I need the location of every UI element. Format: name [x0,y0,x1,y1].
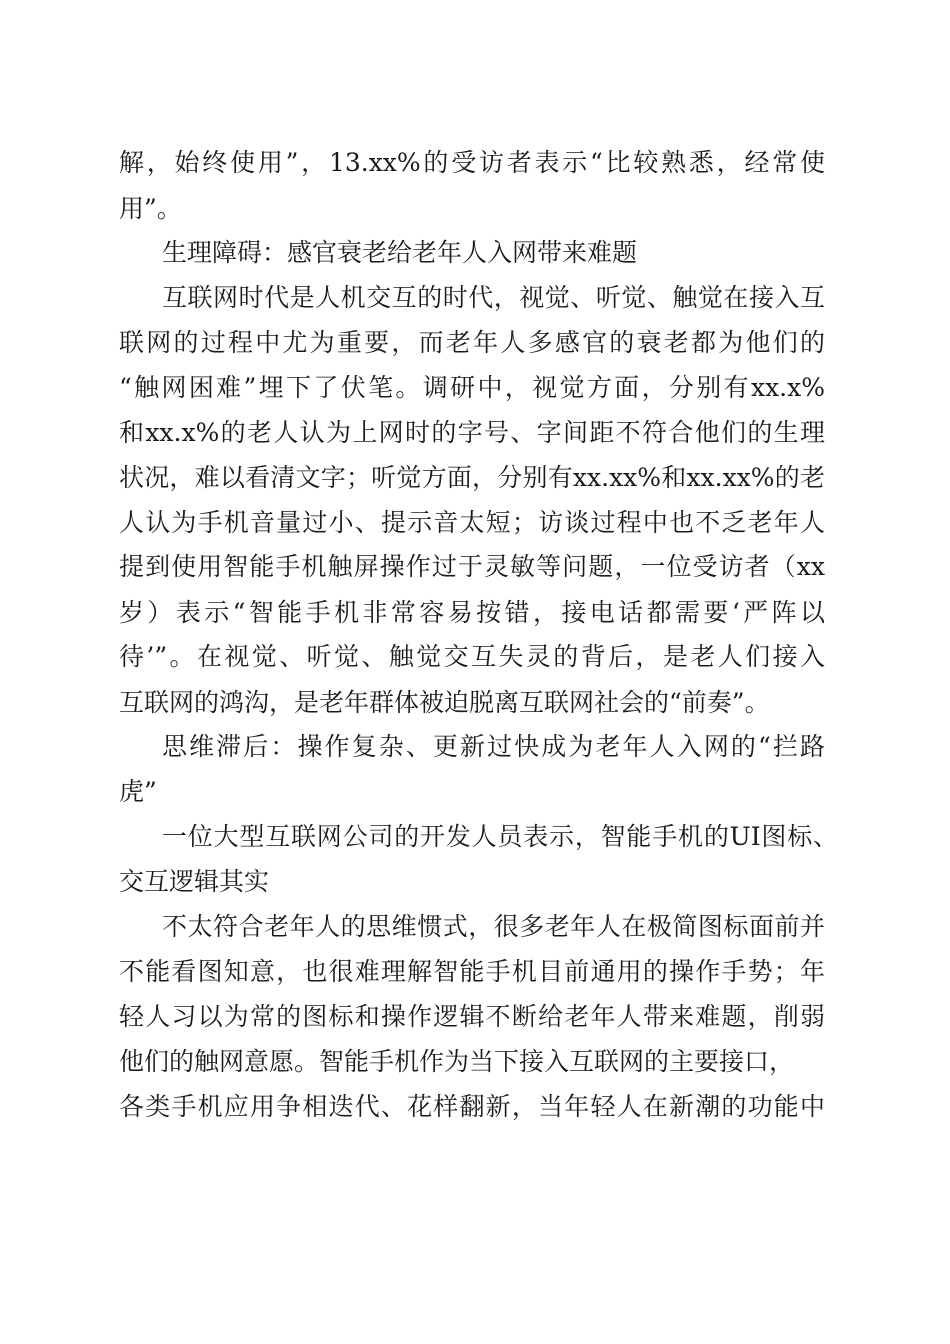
text-line: 一位大型互联网公司的开发人员表示，智能手机的UI图标、 [162,822,838,851]
text-line: 岁）表示“智能手机非常容易按错，接电话都需要‘严阵以 [119,598,825,627]
text-line: “触网困难”埋下了伏笔。调研中，视觉方面，分别有xx.x% [119,373,825,402]
text-line: 状况，难以看清文字；听觉方面，分别有xx.xx%和xx.xx%的老 [119,463,825,492]
text-line: 轻人习以为常的图标和操作逻辑不断给老年人带来难题，削弱 [119,1002,825,1031]
text-line: 互联网的鸿沟，是老年群体被迫脱离互联网社会的“前奏”。 [119,688,770,717]
text-line: 交互逻辑其实 [119,867,270,896]
section-heading: 思维滞后：操作复杂、更新过快成为老年人入网的“拦路 [162,732,825,761]
text-line: 和xx.x%的老人认为上网时的字号、字间距不符合他们的生理 [119,418,825,447]
text-line: 他们的触网意愿。智能手机作为当下接入互联网的主要接口， [119,1047,795,1076]
text-line: 待’”。在视觉、听觉、触觉交互失灵的背后，是老人们接入 [119,642,825,671]
text-line: 不太符合老年人的思维惯式，很多老年人在极简图标面前并 [162,912,825,941]
text-line: 互联网时代是人机交互的时代，视觉、听觉、触觉在接入互 [162,283,825,312]
section-heading: 生理障碍：感官衰老给老年人入网带来难题 [162,238,638,267]
text-line: 联网的过程中尤为重要，而老年人多感官的衰老都为他们的 [119,328,825,357]
text-line: 不能看图知意，也很难理解智能手机目前通用的操作手势；年 [119,957,825,986]
text-line: 各类手机应用争相迭代、花样翻新，当年轻人在新潮的功能中 [119,1092,825,1121]
text-line: 人认为手机音量过小、提示音太短；访谈过程中也不乏老年人 [119,508,825,537]
text-line: 用”。 [119,194,182,223]
text-line: 提到使用智能手机触屏操作过于灵敏等问题，一位受访者（xx [119,552,825,581]
text-line: 解，始终使用”，13.xx%的受访者表示“比较熟悉，经常使 [119,148,825,177]
section-heading-continued: 虎” [119,777,157,806]
